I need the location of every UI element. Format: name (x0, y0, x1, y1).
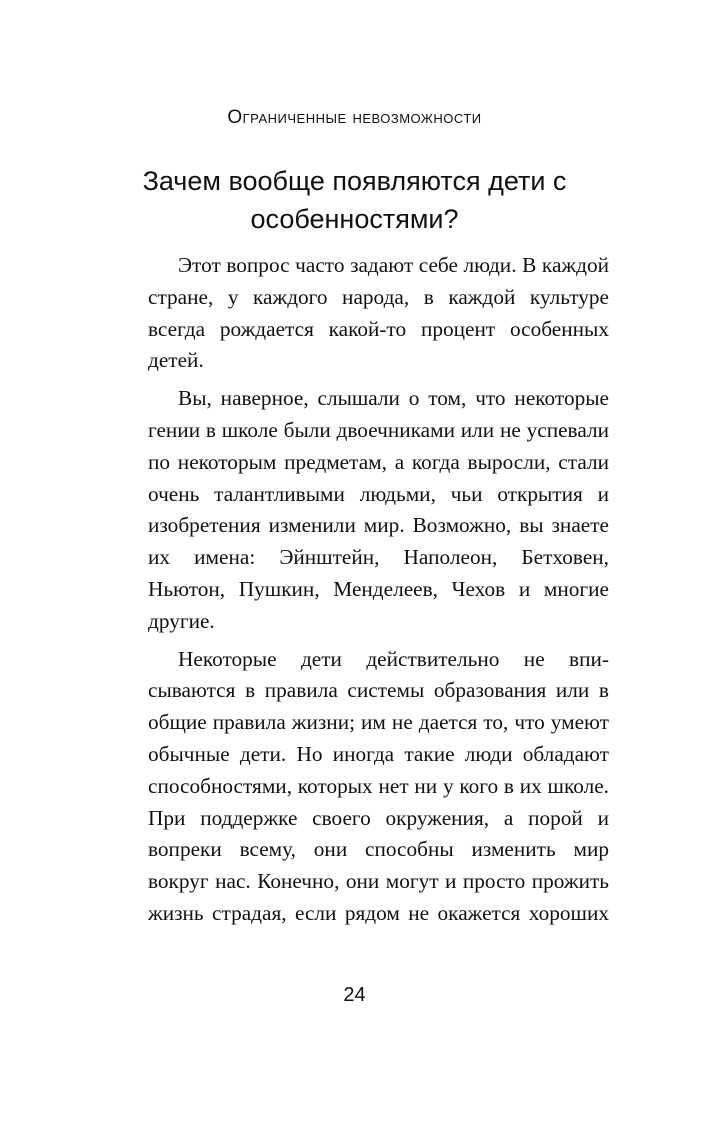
paragraph: Некоторые дети действительно не вписываются в правила системы образования или в общие правила жизни; им не дается то, что умеют обычные дети. Но иногда такие люди обладают способностями, которых нет ни у кого в их школе. При поддержке своего окружения, а порой и вопреки всему, они способны изменить мир вокруг нас. Конечно, они могут и просто прожить жизнь страдая, если рядом не окажется хороших (148, 646, 609, 925)
body-text (148, 250, 609, 930)
page-number: 24 (343, 984, 366, 1006)
running-head: Ограниченные невозможности (227, 107, 482, 128)
paragraph: Вы, наверное, слышали о том, что некоторые гении в школе были двоечниками или не успевали по некоторым предметам, а когда выросли, стали очень талантливыми людьми, чьи открытия и изобретения изменили мир. Возможно, вы знаете их имена: Эйнштейн, Наполеон, Бетховен, Ньютон, Пушкин, Менделеев, Чехов и многие другие. (148, 386, 609, 633)
chapter-title: Зачем вообще появляются дети с особенностями? (142, 166, 567, 234)
paragraph: Этот вопрос часто задают себе люди. В каждой стране, у каждого народа, в каждой культуре всегда рождается какой-то процент особенных детей. (148, 253, 609, 373)
